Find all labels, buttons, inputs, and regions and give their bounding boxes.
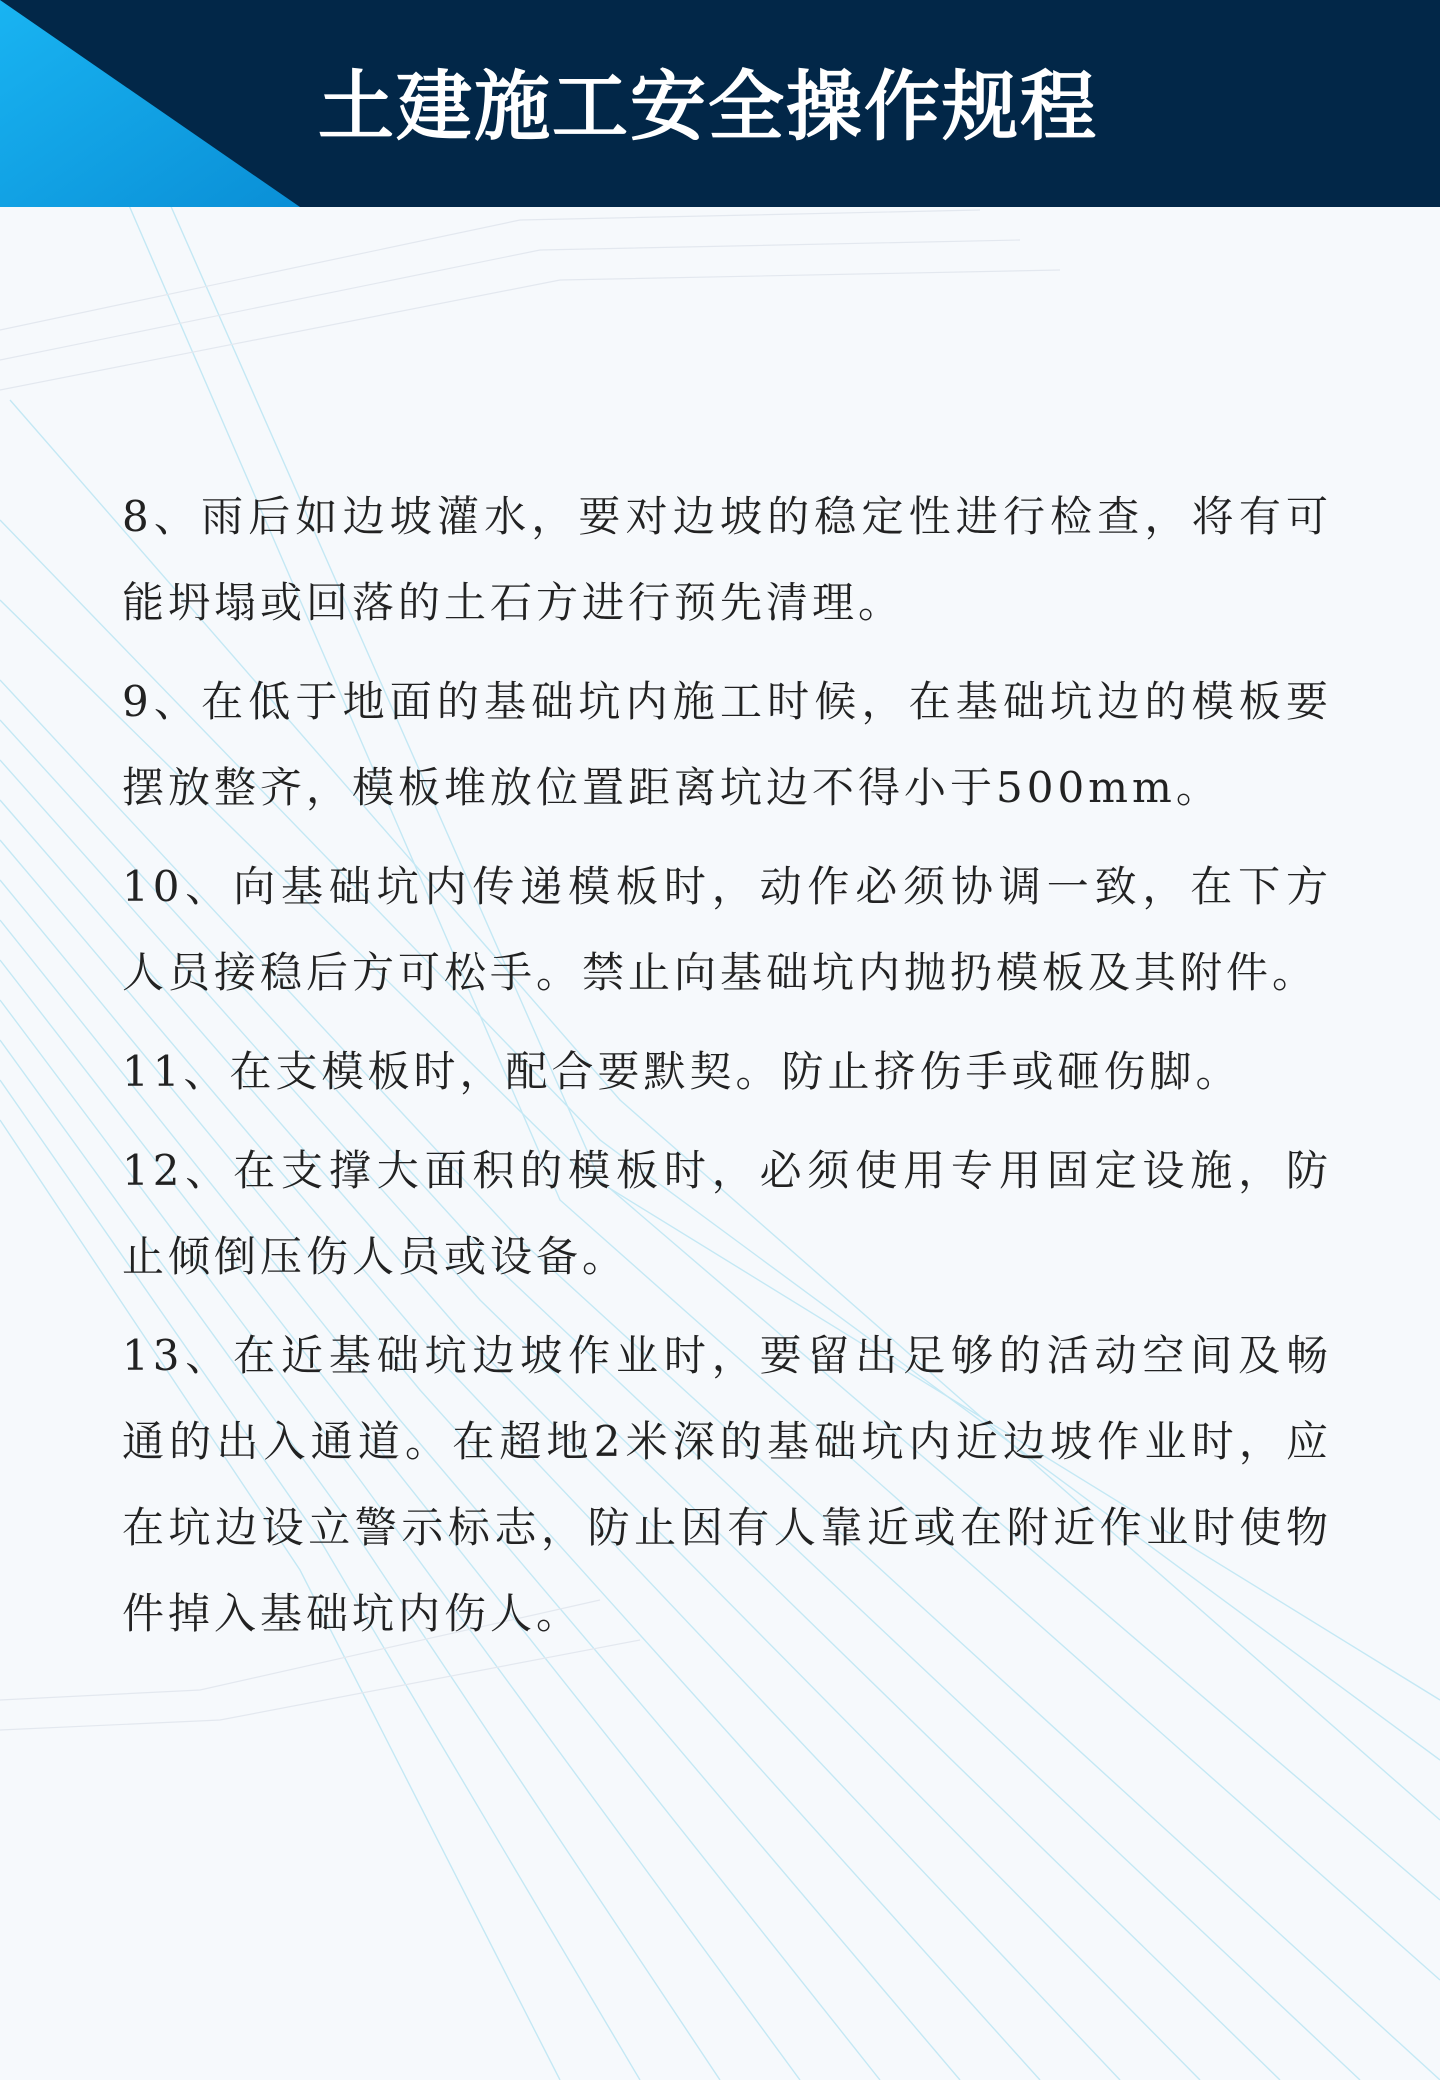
paragraph-rule-8: 8、雨后如边坡灌水，要对边坡的稳定性进行检查，将有可能坍塌或回落的土石方进行预先清理。 <box>122 492 1332 627</box>
paragraph-rule-9: 9、在低于地面的基础坑内施工时候，在基础坑边的模板要摆放整齐，模板堆放位置距离坑边不得小于500mm。 <box>122 677 1332 812</box>
paragraph-rule-11: 11、在支模板时，配合要默契。防止挤伤手或砸伤脚。 <box>122 1047 1242 1096</box>
page-title: 土建施工安全操作规程 <box>318 62 1098 151</box>
paragraph-rule-10: 10、向基础坑内传递模板时，动作必须协调一致，在下方人员接稳后方可松手。禁止向基础坑内抛扔模板及其附件。 <box>122 862 1332 997</box>
content-body <box>122 474 1332 1670</box>
paragraph-rule-13: 13、在近基础坑边坡作业时，要留出足够的活动空间及畅通的出入通道。在超地2米深的基础坑内近边坡作业时，应在坑边设立警示标志，防止因有人靠近或在附近作业时使物件掉入基础坑内伤人。 <box>122 1331 1332 1638</box>
page-header <box>0 0 1440 207</box>
header-accent-triangle <box>0 0 300 207</box>
paragraph-rule-12: 12、在支撑大面积的模板时，必须使用专用固定设施，防止倾倒压伤人员或设备。 <box>122 1146 1332 1281</box>
